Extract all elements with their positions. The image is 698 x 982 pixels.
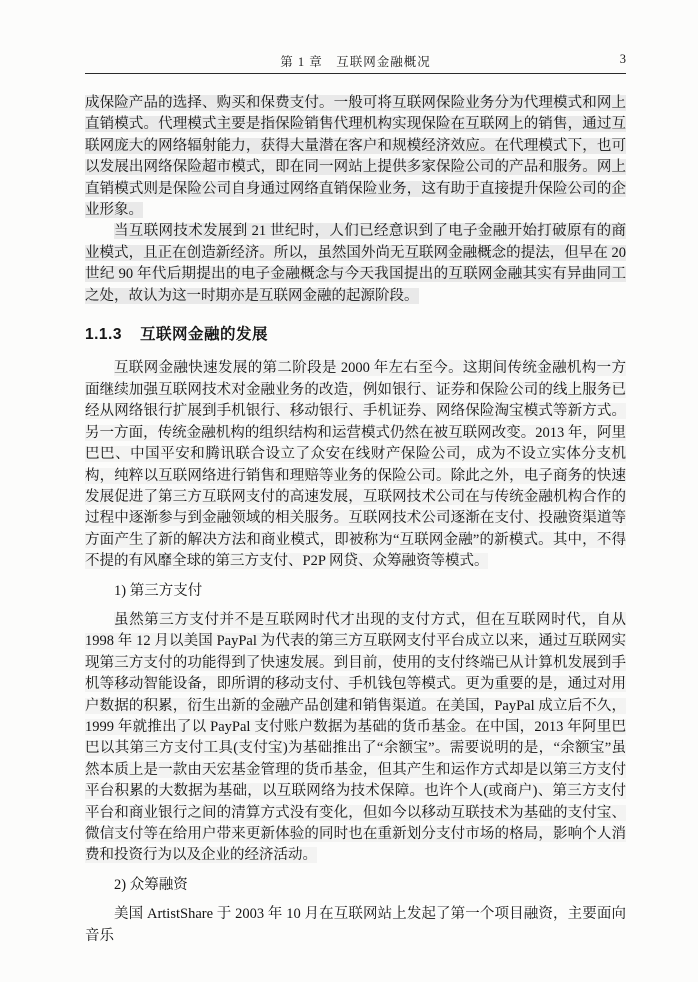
body-paragraph [85, 610, 626, 867]
list-item-heading [85, 875, 626, 896]
body-paragraph [85, 93, 626, 221]
page-header [85, 52, 626, 70]
page-body [85, 93, 626, 947]
paragraph-text: 美国 ArtistShare 于 2003 年 10 月在互联网站上发起了第一个项目融资，主要面向音乐 [85, 906, 626, 944]
chapter-header-title: 第 1 章 互联网金融概况 [280, 55, 431, 69]
paragraph-text: 成保险产品的选择、购买和保费支付。一般可将互联网保险业务分为代理模式和网上直销模式。代理模式主要是指保险销售代理机构实现保险在互联网上的销售，通过互联网庞大的网络辐射能力，获得大量潜在客户和规模经济效应。在代理模式下，也可以发展出网络保险超市模式，即在同一网站上提供多家保险公司的产品和服务。网上直销模式则是保险公司自身通过网络直销保险业务，这有助于直接提升保险公司的企业形象。 [85, 95, 626, 219]
paragraph-text: 当互联网技术发展到 21 世纪时，人们已经意识到了电子金融开始打破原有的商业模式，且正在创造新经济。所以，虽然国外尚无互联网金融概念的提法，但早在 20 世纪 90 年代后期提出的电子金融概念与今天我国提出的互联网金融其实有异曲同工之处，故认为这一时期亦是互联网金融的起源阶段。 [85, 223, 626, 304]
section-number: 1.1.3 [85, 326, 122, 344]
list-item-heading [85, 581, 626, 602]
body-paragraph [85, 221, 626, 307]
paragraph-text: 互联网金融快速发展的第二阶段是 2000 年左右至今。这期间传统金融机构一方面继续加强互联网技术对金融业务的改造，例如银行、证券和保险公司的线上服务已经从网络银行扩展到手机银行、移动银行、手机证券、网络保险淘宝模式等新方式。另一方面，传统金融机构的组织结构和运营模式仍然在被互联网改变。2013 年，阿里巴巴、中国平安和腾讯联合设立了众安在线财产保险公司，成为不设立实体分支机构，纯粹以互联网络进行销售和理赔等业务的保险公司。除此之外，电子商务的快速发展促进了第三方互联网支付的高速发展，互联网技术公司在与传统金融机构合作的过程中逐渐参与到金融领域的相关服务。互联网技术公司逐渐在支付、投融资渠道等方面产生了新的解决方法和商业模式，即被称为“互联网金融”的新模式。其中，不得不提的有风靡全球的第三方支付、P2P 网贷、众筹融资等模式。 [85, 360, 626, 570]
header-divider [85, 73, 626, 74]
section-heading [85, 324, 626, 345]
body-paragraph [85, 358, 626, 572]
list-item-text: 1) 第三方支付 [114, 582, 203, 599]
paragraph-text: 虽然第三方支付并不是互联网时代才出现的支付方式，但在互联网时代，自从 1998 年 12 月以美国 PayPal 为代表的第三方互联网支付平台成立以来，通过互联网实现第三方支付的功能得到了快速发展。到目前，使用的支付终端已从计算机发展到手机等移动智能设备，即所谓的移动支付、手机钱包等模式。更为重要的是，通过对用户数据的积累，衍生出新的金融产品创建和销售渠道。在美国，PayPal 成立后不久，1999 年就推出了以 PayPal 支付账户数据为基础的货币基金。在中国，2013 年阿里巴巴以其第三方支付工具(支付宝)为基础推出了“余额宝”。需要说明的是，“余额宝”虽然本质上是一款由天宏基金管理的货币基金，但其产生和运作方式却是以第三方支付平台积累的大数据为基础，以互联网络为技术保障。也许个人(或商户)、第三方支付平台和商业银行之间的清算方式没有变化，但如今以移动互联技术为基础的支付宝、微信支付等在给用户带来更新体验的同时也在重新划分支付市场的格局，影响个人消费和投资行为以及企业的经济活动。 [85, 611, 626, 864]
section-title: 互联网金融的发展 [139, 326, 268, 344]
body-paragraph [85, 904, 626, 947]
list-item-text: 2) 众筹融资 [114, 876, 188, 893]
page-number: 3 [619, 52, 626, 66]
